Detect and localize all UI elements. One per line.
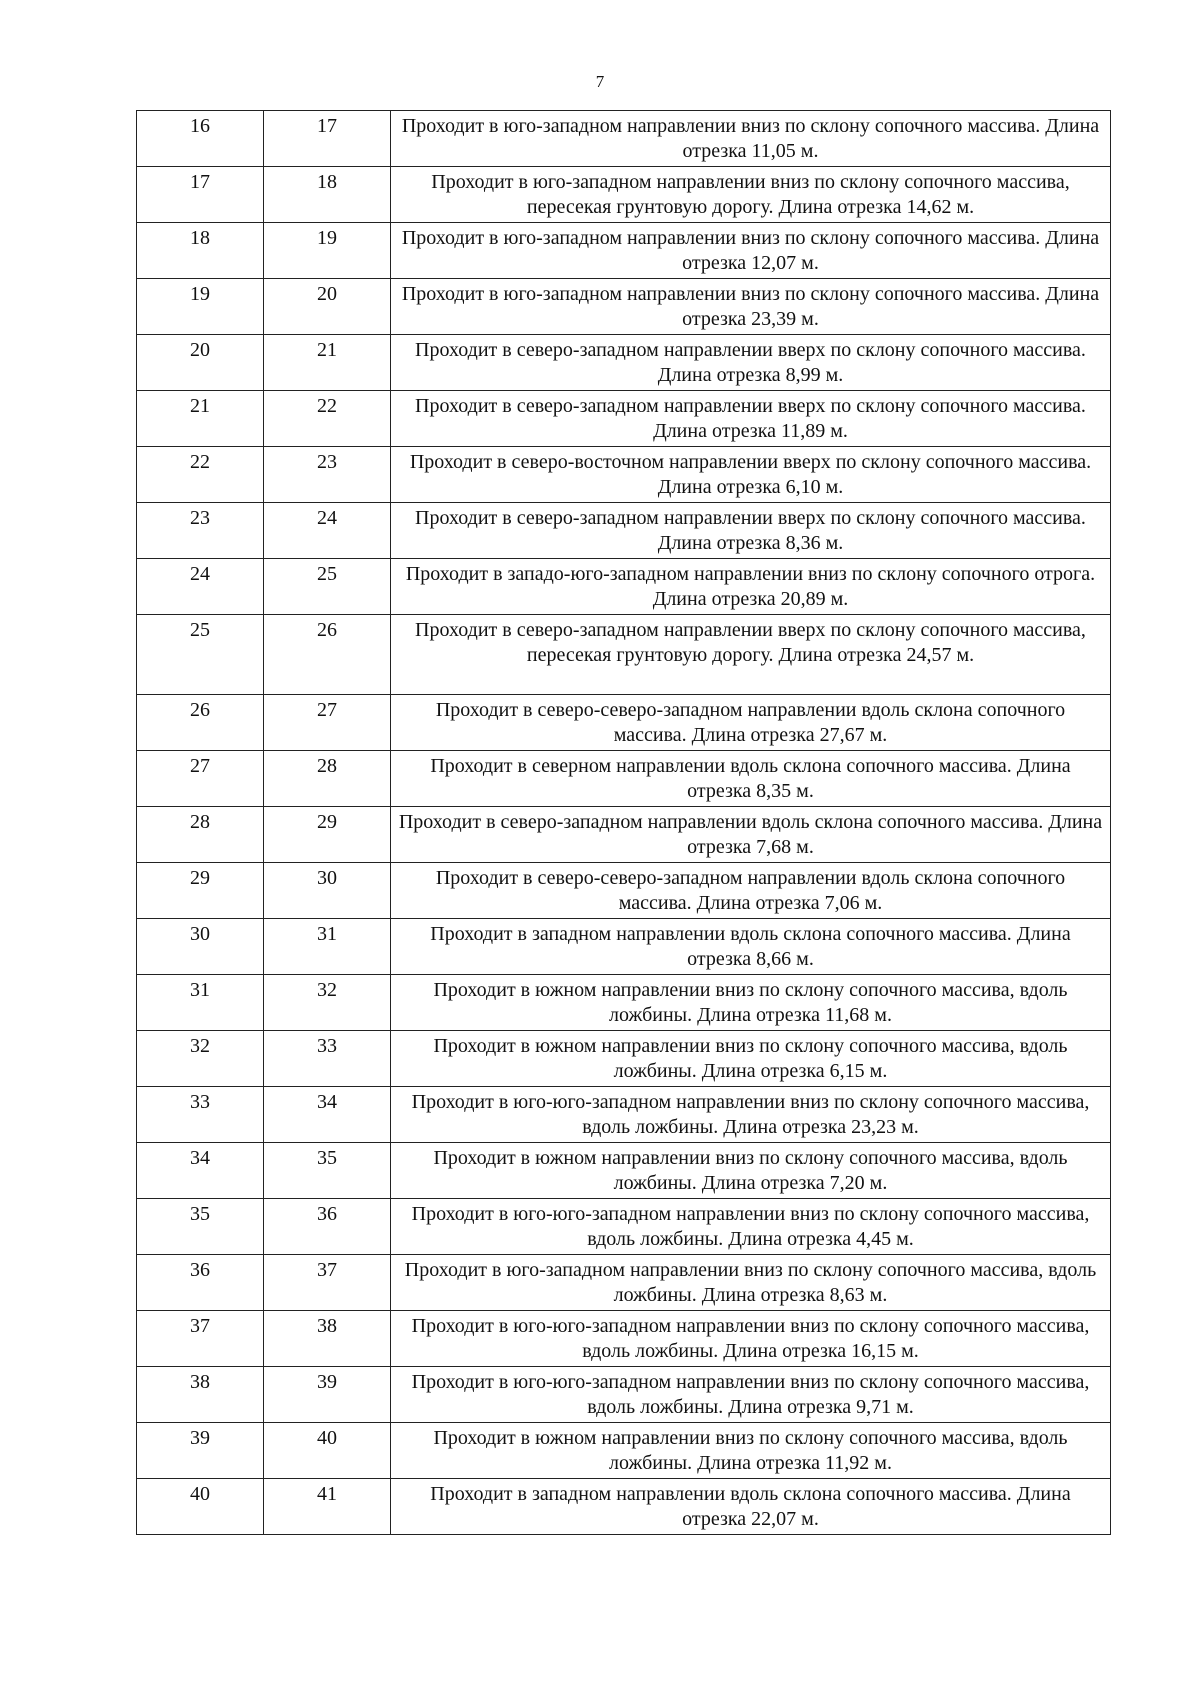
- point-to-cell: 24: [264, 503, 391, 559]
- point-to-cell: 19: [264, 223, 391, 279]
- table-row: [137, 1087, 1111, 1143]
- point-to-cell: 23: [264, 447, 391, 503]
- table-row: [137, 919, 1111, 975]
- point-to-cell: 40: [264, 1423, 391, 1479]
- point-from-cell: 24: [137, 559, 264, 615]
- segment-description-cell: Проходит в западо-юго-западном направлении вниз по склону сопочного отрога. Длина отрезка 20,89 м.: [391, 559, 1111, 615]
- segment-description-cell: Проходит в юго-западном направлении вниз по склону сопочного массива, пересекая грунтовую дорогу. Длина отрезка 14,62 м.: [391, 167, 1111, 223]
- point-to-cell: 20: [264, 279, 391, 335]
- point-from-cell: 40: [137, 1479, 264, 1535]
- point-to-cell: 39: [264, 1367, 391, 1423]
- segment-description-cell: Проходит в северо-западном направлении вверх по склону сопочного массива, пересекая грунтовую дорогу. Длина отрезка 24,57 м.: [391, 615, 1111, 695]
- point-to-cell: 37: [264, 1255, 391, 1311]
- point-from-cell: 36: [137, 1255, 264, 1311]
- point-to-cell: 33: [264, 1031, 391, 1087]
- table-row: [137, 335, 1111, 391]
- table-row: [137, 1143, 1111, 1199]
- point-from-cell: 26: [137, 695, 264, 751]
- point-to-cell: 17: [264, 111, 391, 167]
- point-from-cell: 20: [137, 335, 264, 391]
- point-from-cell: 17: [137, 167, 264, 223]
- table-row: [137, 615, 1111, 695]
- point-from-cell: 27: [137, 751, 264, 807]
- table-row: [137, 223, 1111, 279]
- segment-description-cell: Проходит в юго-западном направлении вниз по склону сопочного массива, вдоль ложбины. Длина отрезка 8,63 м.: [391, 1255, 1111, 1311]
- boundary-segments-table: [136, 110, 1111, 1535]
- point-from-cell: 31: [137, 975, 264, 1031]
- point-from-cell: 38: [137, 1367, 264, 1423]
- point-to-cell: 41: [264, 1479, 391, 1535]
- segment-description-cell: Проходит в юго-западном направлении вниз по склону сопочного массива. Длина отрезка 11,05 м.: [391, 111, 1111, 167]
- table-row: [137, 279, 1111, 335]
- point-to-cell: 36: [264, 1199, 391, 1255]
- point-from-cell: 39: [137, 1423, 264, 1479]
- point-from-cell: 25: [137, 615, 264, 695]
- table-row: [137, 1311, 1111, 1367]
- point-to-cell: 31: [264, 919, 391, 975]
- segment-description-cell: Проходит в юго-западном направлении вниз по склону сопочного массива. Длина отрезка 23,39 м.: [391, 279, 1111, 335]
- segment-description-cell: Проходит в северном направлении вдоль склона сопочного массива. Длина отрезка 8,35 м.: [391, 751, 1111, 807]
- point-from-cell: 23: [137, 503, 264, 559]
- point-from-cell: 34: [137, 1143, 264, 1199]
- point-to-cell: 29: [264, 807, 391, 863]
- table-row: [137, 975, 1111, 1031]
- table-row: [137, 391, 1111, 447]
- segment-description-cell: Проходит в северо-восточном направлении вверх по склону сопочного массива. Длина отрезка 6,10 м.: [391, 447, 1111, 503]
- segment-description-cell: Проходит в юго-юго-западном направлении вниз по склону сопочного массива, вдоль ложбины. Длина отрезка 16,15 м.: [391, 1311, 1111, 1367]
- segment-description-cell: Проходит в южном направлении вниз по склону сопочного массива, вдоль ложбины. Длина отрезка 11,68 м.: [391, 975, 1111, 1031]
- table-row: [137, 751, 1111, 807]
- table-body: [137, 111, 1111, 1535]
- segment-description-cell: Проходит в северо-западном направлении вверх по склону сопочного массива. Длина отрезка 8,99 м.: [391, 335, 1111, 391]
- point-to-cell: 26: [264, 615, 391, 695]
- segment-description-cell: Проходит в северо-западном направлении вдоль склона сопочного массива. Длина отрезка 7,68 м.: [391, 807, 1111, 863]
- table-row: [137, 111, 1111, 167]
- table-row: [137, 807, 1111, 863]
- table-row: [137, 1199, 1111, 1255]
- table-row: [137, 447, 1111, 503]
- point-from-cell: 30: [137, 919, 264, 975]
- point-from-cell: 22: [137, 447, 264, 503]
- table-row: [137, 1423, 1111, 1479]
- point-from-cell: 29: [137, 863, 264, 919]
- point-to-cell: 30: [264, 863, 391, 919]
- segment-description-cell: Проходит в западном направлении вдоль склона сопочного массива. Длина отрезка 8,66 м.: [391, 919, 1111, 975]
- point-from-cell: 16: [137, 111, 264, 167]
- point-to-cell: 27: [264, 695, 391, 751]
- point-to-cell: 32: [264, 975, 391, 1031]
- table-row: [137, 863, 1111, 919]
- table-row: [137, 559, 1111, 615]
- segment-description-cell: Проходит в юго-юго-западном направлении вниз по склону сопочного массива, вдоль ложбины. Длина отрезка 4,45 м.: [391, 1199, 1111, 1255]
- table-row: [137, 503, 1111, 559]
- segment-description-cell: Проходит в юго-юго-западном направлении вниз по склону сопочного массива, вдоль ложбины. Длина отрезка 23,23 м.: [391, 1087, 1111, 1143]
- segment-description-cell: Проходит в северо-западном направлении вверх по склону сопочного массива. Длина отрезка 11,89 м.: [391, 391, 1111, 447]
- table-row: [137, 1255, 1111, 1311]
- segment-description-cell: Проходит в юго-юго-западном направлении вниз по склону сопочного массива, вдоль ложбины. Длина отрезка 9,71 м.: [391, 1367, 1111, 1423]
- table-row: [137, 1031, 1111, 1087]
- point-to-cell: 25: [264, 559, 391, 615]
- segment-description-cell: Проходит в северо-северо-западном направлении вдоль склона сопочного массива. Длина отрезка 27,67 м.: [391, 695, 1111, 751]
- segment-description-cell: Проходит в северо-западном направлении вверх по склону сопочного массива. Длина отрезка 8,36 м.: [391, 503, 1111, 559]
- point-from-cell: 18: [137, 223, 264, 279]
- table-row: [137, 1479, 1111, 1535]
- point-from-cell: 32: [137, 1031, 264, 1087]
- segment-description-cell: Проходит в южном направлении вниз по склону сопочного массива, вдоль ложбины. Длина отрезка 7,20 м.: [391, 1143, 1111, 1199]
- point-from-cell: 19: [137, 279, 264, 335]
- point-to-cell: 18: [264, 167, 391, 223]
- point-from-cell: 21: [137, 391, 264, 447]
- segment-description-cell: Проходит в юго-западном направлении вниз по склону сопочного массива. Длина отрезка 12,07 м.: [391, 223, 1111, 279]
- segment-description-cell: Проходит в южном направлении вниз по склону сопочного массива, вдоль ложбины. Длина отрезка 11,92 м.: [391, 1423, 1111, 1479]
- point-to-cell: 28: [264, 751, 391, 807]
- point-from-cell: 35: [137, 1199, 264, 1255]
- page-number: 7: [595, 72, 605, 91]
- point-to-cell: 21: [264, 335, 391, 391]
- table-row: [137, 1367, 1111, 1423]
- point-to-cell: 38: [264, 1311, 391, 1367]
- segment-description-cell: Проходит в северо-северо-западном направлении вдоль склона сопочного массива. Длина отрезка 7,06 м.: [391, 863, 1111, 919]
- table-row: [137, 167, 1111, 223]
- segment-description-cell: Проходит в западном направлении вдоль склона сопочного массива. Длина отрезка 22,07 м.: [391, 1479, 1111, 1535]
- point-from-cell: 33: [137, 1087, 264, 1143]
- table-row: [137, 695, 1111, 751]
- segment-description-cell: Проходит в южном направлении вниз по склону сопочного массива, вдоль ложбины. Длина отрезка 6,15 м.: [391, 1031, 1111, 1087]
- point-to-cell: 22: [264, 391, 391, 447]
- point-from-cell: 37: [137, 1311, 264, 1367]
- point-from-cell: 28: [137, 807, 264, 863]
- point-to-cell: 35: [264, 1143, 391, 1199]
- point-to-cell: 34: [264, 1087, 391, 1143]
